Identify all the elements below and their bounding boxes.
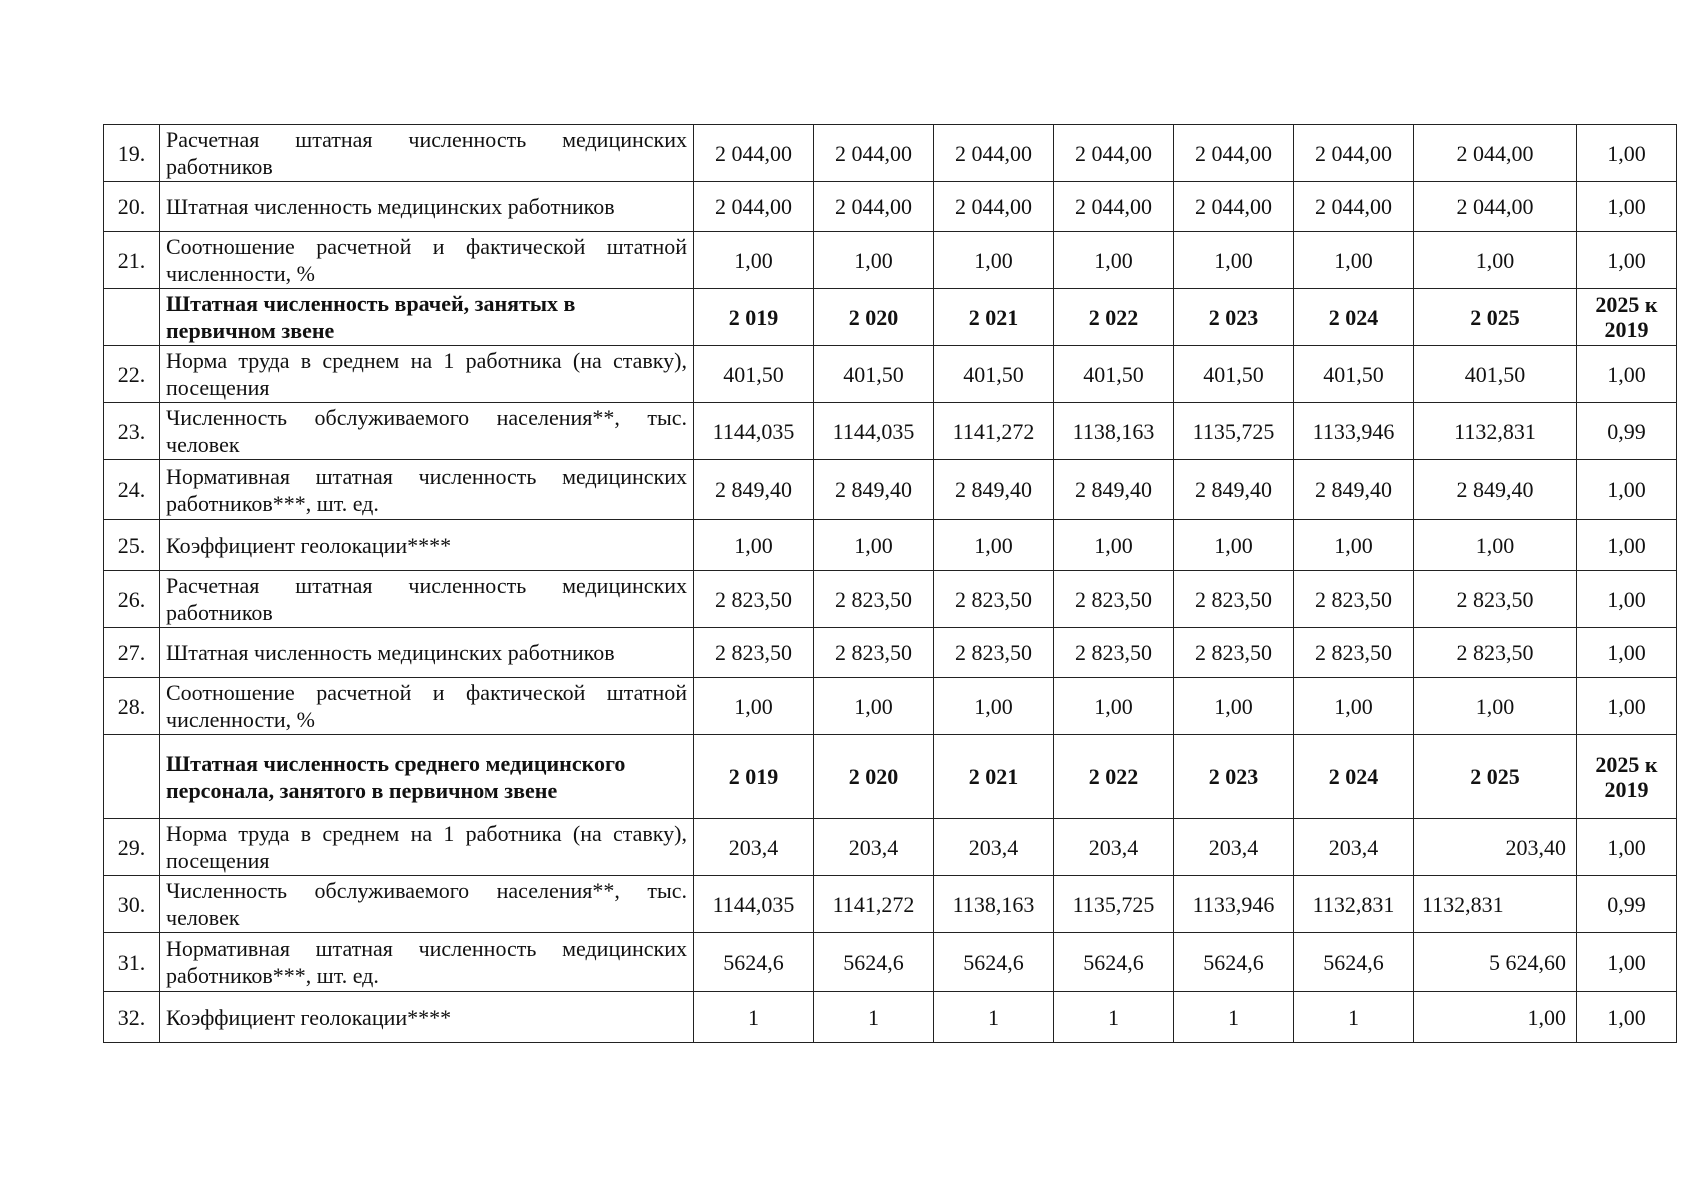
value-cell: 2 849,40 [1294, 460, 1414, 520]
table-row [104, 678, 1677, 735]
value-cell: 1141,272 [814, 876, 934, 933]
value-cell: 5624,6 [1174, 933, 1294, 992]
value-cell: 2 044,00 [1414, 182, 1577, 232]
value-cell: 1,00 [694, 520, 814, 571]
value-cell: 2 044,00 [1294, 125, 1414, 182]
value-cell: 1141,272 [934, 403, 1054, 460]
table-row [104, 460, 1677, 520]
value-cell: 1,00 [814, 678, 934, 735]
value-cell: 5 624,60 [1414, 933, 1577, 992]
value-cell: 5624,6 [814, 933, 934, 992]
value-cell: 401,50 [1054, 346, 1174, 403]
value-cell: 401,50 [694, 346, 814, 403]
table-row [104, 346, 1677, 403]
value-cell: 1,00 [694, 232, 814, 289]
value-cell: 2 823,50 [1414, 571, 1577, 628]
value-cell: 1,00 [1414, 520, 1577, 571]
value-cell: 1,00 [934, 520, 1054, 571]
ratio-cell: 1,00 [1577, 346, 1677, 403]
row-number: 25. [104, 520, 160, 571]
value-cell: 2 823,50 [814, 628, 934, 678]
value-cell: 1138,163 [1054, 403, 1174, 460]
ratio-cell: 2025 к 2019 [1577, 289, 1677, 346]
value-cell: 2 022 [1054, 735, 1174, 819]
value-cell: 1,00 [934, 678, 1054, 735]
value-cell: 1,00 [1174, 678, 1294, 735]
ratio-cell: 1,00 [1577, 678, 1677, 735]
value-cell: 1133,946 [1174, 876, 1294, 933]
row-number: 30. [104, 876, 160, 933]
section-title: Штатная численность среднего медицинского персонала, занятого в первичном звене [160, 735, 694, 819]
row-label: Норма труда в среднем на 1 работника (на ставку), посещения [160, 819, 694, 876]
row-label: Соотношение расчетной и фактической штатной численности, % [160, 678, 694, 735]
section-title: Штатная численность врачей, занятых в первичном звене [160, 289, 694, 346]
value-cell: 2 044,00 [1174, 182, 1294, 232]
value-cell: 5624,6 [1054, 933, 1174, 992]
section-header-row [104, 289, 1677, 346]
value-cell: 1135,725 [1054, 876, 1174, 933]
value-cell: 1 [1054, 992, 1174, 1043]
table-row [104, 232, 1677, 289]
value-cell: 2 823,50 [1054, 628, 1174, 678]
value-cell: 203,4 [694, 819, 814, 876]
value-cell: 2 019 [694, 735, 814, 819]
value-cell: 1 [934, 992, 1054, 1043]
table-row [104, 571, 1677, 628]
value-cell: 2 849,40 [1054, 460, 1174, 520]
row-number: 26. [104, 571, 160, 628]
value-cell: 203,4 [1174, 819, 1294, 876]
value-cell: 1,00 [1294, 678, 1414, 735]
row-number: 24. [104, 460, 160, 520]
value-cell: 2 849,40 [694, 460, 814, 520]
value-cell: 1,00 [1294, 232, 1414, 289]
value-cell: 2 044,00 [1054, 125, 1174, 182]
row-label: Штатная численность медицинских работников [160, 628, 694, 678]
value-cell: 1133,946 [1294, 403, 1414, 460]
value-cell: 1132,831 [1414, 876, 1577, 933]
row-number: 23. [104, 403, 160, 460]
row-label: Численность обслуживаемого населения**, тыс. человек [160, 876, 694, 933]
value-cell: 401,50 [934, 346, 1054, 403]
row-number: 28. [104, 678, 160, 735]
table-row [104, 992, 1677, 1043]
ratio-cell: 1,00 [1577, 520, 1677, 571]
table-row [104, 520, 1677, 571]
row-label: Нормативная штатная численность медицинских работников***, шт. ед. [160, 933, 694, 992]
value-cell: 2 044,00 [694, 182, 814, 232]
ratio-cell: 1,00 [1577, 232, 1677, 289]
row-number: 20. [104, 182, 160, 232]
value-cell: 1138,163 [934, 876, 1054, 933]
value-cell: 1,00 [1414, 232, 1577, 289]
value-cell: 2 849,40 [1174, 460, 1294, 520]
value-cell: 401,50 [814, 346, 934, 403]
value-cell: 1,00 [1174, 520, 1294, 571]
value-cell: 401,50 [1294, 346, 1414, 403]
value-cell: 1144,035 [814, 403, 934, 460]
value-cell: 2 020 [814, 735, 934, 819]
row-label: Нормативная штатная численность медицинских работников***, шт. ед. [160, 460, 694, 520]
value-cell: 401,50 [1174, 346, 1294, 403]
value-cell: 1132,831 [1294, 876, 1414, 933]
row-number: 21. [104, 232, 160, 289]
value-cell: 2 823,50 [1174, 628, 1294, 678]
value-cell: 1,00 [694, 678, 814, 735]
value-cell: 2 823,50 [814, 571, 934, 628]
table-row [104, 933, 1677, 992]
value-cell: 1,00 [1414, 992, 1577, 1043]
value-cell: 1,00 [1414, 678, 1577, 735]
value-cell: 2 025 [1414, 289, 1577, 346]
row-label: Численность обслуживаемого населения**, тыс. человек [160, 403, 694, 460]
value-cell: 1,00 [1174, 232, 1294, 289]
ratio-cell: 2025 к 2019 [1577, 735, 1677, 819]
value-cell: 1132,831 [1414, 403, 1577, 460]
row-number: 32. [104, 992, 160, 1043]
value-cell: 1 [814, 992, 934, 1043]
ratio-cell: 1,00 [1577, 125, 1677, 182]
value-cell: 1144,035 [694, 876, 814, 933]
value-cell: 2 823,50 [1174, 571, 1294, 628]
row-number: 19. [104, 125, 160, 182]
value-cell: 2 849,40 [934, 460, 1054, 520]
value-cell: 2 849,40 [814, 460, 934, 520]
value-cell: 2 823,50 [934, 628, 1054, 678]
value-cell: 1144,035 [694, 403, 814, 460]
value-cell: 1135,725 [1174, 403, 1294, 460]
value-cell: 2 020 [814, 289, 934, 346]
value-cell: 2 021 [934, 735, 1054, 819]
value-cell: 1 [1174, 992, 1294, 1043]
value-cell: 2 044,00 [814, 125, 934, 182]
value-cell: 1,00 [1294, 520, 1414, 571]
row-label: Расчетная штатная численность медицинских работников [160, 125, 694, 182]
ratio-cell: 1,00 [1577, 628, 1677, 678]
staffing-table [103, 124, 1677, 1043]
table-row [104, 403, 1677, 460]
value-cell: 1,00 [1054, 520, 1174, 571]
value-cell: 2 823,50 [1294, 628, 1414, 678]
value-cell: 2 044,00 [1174, 125, 1294, 182]
value-cell: 2 044,00 [694, 125, 814, 182]
value-cell: 2 823,50 [694, 571, 814, 628]
value-cell: 2 823,50 [1414, 628, 1577, 678]
table-row [104, 125, 1677, 182]
value-cell: 2 024 [1294, 289, 1414, 346]
row-label: Коэффициент геолокации**** [160, 992, 694, 1043]
row-number: 22. [104, 346, 160, 403]
value-cell: 2 023 [1174, 289, 1294, 346]
value-cell: 1 [694, 992, 814, 1043]
value-cell: 203,4 [1294, 819, 1414, 876]
value-cell: 2 021 [934, 289, 1054, 346]
value-cell: 203,4 [934, 819, 1054, 876]
value-cell: 2 044,00 [1054, 182, 1174, 232]
value-cell: 2 025 [1414, 735, 1577, 819]
ratio-cell: 1,00 [1577, 992, 1677, 1043]
table-body [104, 125, 1677, 1043]
value-cell: 203,4 [1054, 819, 1174, 876]
value-cell: 1,00 [814, 520, 934, 571]
row-label: Расчетная штатная численность медицинских работников [160, 571, 694, 628]
ratio-cell: 1,00 [1577, 182, 1677, 232]
value-cell: 1 [1294, 992, 1414, 1043]
table-row [104, 628, 1677, 678]
ratio-cell: 1,00 [1577, 460, 1677, 520]
ratio-cell: 1,00 [1577, 933, 1677, 992]
ratio-cell: 0,99 [1577, 403, 1677, 460]
row-number: 29. [104, 819, 160, 876]
value-cell: 2 019 [694, 289, 814, 346]
row-number [104, 289, 160, 346]
value-cell: 2 023 [1174, 735, 1294, 819]
row-label: Коэффициент геолокации**** [160, 520, 694, 571]
row-number: 31. [104, 933, 160, 992]
ratio-cell: 1,00 [1577, 819, 1677, 876]
value-cell: 2 823,50 [1294, 571, 1414, 628]
value-cell: 2 044,00 [934, 125, 1054, 182]
row-label: Штатная численность медицинских работников [160, 182, 694, 232]
value-cell: 1,00 [1054, 678, 1174, 735]
value-cell: 2 022 [1054, 289, 1174, 346]
row-number [104, 735, 160, 819]
table-row [104, 819, 1677, 876]
value-cell: 2 823,50 [934, 571, 1054, 628]
section-header-row [104, 735, 1677, 819]
value-cell: 2 849,40 [1414, 460, 1577, 520]
value-cell: 203,4 [814, 819, 934, 876]
value-cell: 1,00 [934, 232, 1054, 289]
row-label: Норма труда в среднем на 1 работника (на ставку), посещения [160, 346, 694, 403]
value-cell: 1,00 [814, 232, 934, 289]
value-cell: 2 044,00 [934, 182, 1054, 232]
value-cell: 2 024 [1294, 735, 1414, 819]
value-cell: 401,50 [1414, 346, 1577, 403]
value-cell: 2 823,50 [1054, 571, 1174, 628]
ratio-cell: 1,00 [1577, 571, 1677, 628]
value-cell: 5624,6 [934, 933, 1054, 992]
table-row [104, 876, 1677, 933]
value-cell: 5624,6 [1294, 933, 1414, 992]
value-cell: 2 044,00 [1294, 182, 1414, 232]
table-row [104, 182, 1677, 232]
value-cell: 2 044,00 [1414, 125, 1577, 182]
value-cell: 2 823,50 [694, 628, 814, 678]
row-number: 27. [104, 628, 160, 678]
value-cell: 203,40 [1414, 819, 1577, 876]
value-cell: 5624,6 [694, 933, 814, 992]
row-label: Соотношение расчетной и фактической штатной численности, % [160, 232, 694, 289]
value-cell: 1,00 [1054, 232, 1174, 289]
value-cell: 2 044,00 [814, 182, 934, 232]
ratio-cell: 0,99 [1577, 876, 1677, 933]
